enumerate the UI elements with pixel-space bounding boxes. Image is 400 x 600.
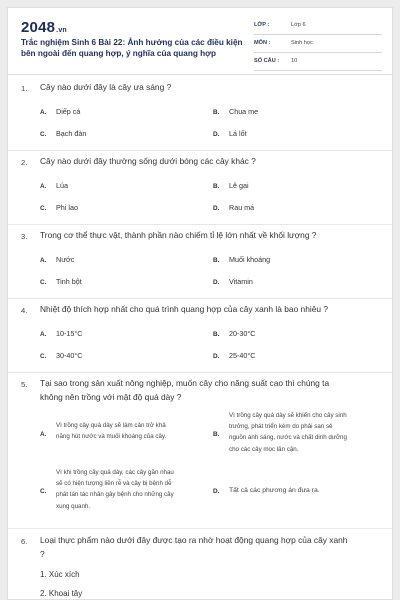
question-number: 5. bbox=[21, 380, 28, 389]
worksheet-header bbox=[8, 8, 393, 74]
option-c[interactable]: C. Bạch đàn bbox=[40, 129, 87, 138]
option-b[interactable]: B. Muối khoáng bbox=[213, 255, 271, 264]
question-text: Nhiệt độ thích hợp nhất cho quá trình quang hợp của cây xanh là bao nhiêu ? bbox=[40, 304, 329, 314]
question-text-line-1: Loại thực phẩm nào dưới đây được tạo ra nhờ hoạt động quang hợp của cây xanh bbox=[40, 535, 348, 545]
question-number: 1. bbox=[21, 84, 28, 93]
list-item: 2. Khoai tây bbox=[40, 589, 83, 598]
option-a[interactable]: A. Lúa bbox=[40, 181, 68, 190]
option-d[interactable]: D. Vitamin bbox=[213, 277, 253, 286]
meta-count-label: SỐ CÂU : bbox=[254, 58, 280, 64]
question-number: 4. bbox=[21, 306, 28, 315]
option-a[interactable]: A. Diếp cá bbox=[40, 107, 81, 116]
question-divider bbox=[8, 224, 393, 225]
question-text-line-1: Tại sao trong sản xuất nông nghiệp, muốn cây cho năng suất cao thì chúng ta bbox=[40, 378, 330, 388]
question-number: 6. bbox=[21, 537, 28, 546]
question-divider bbox=[8, 528, 393, 529]
site-logo[interactable]: 2048.vn bbox=[21, 19, 67, 36]
option-d[interactable]: D. Lá lốt bbox=[213, 129, 247, 138]
meta-class-label: LỚP : bbox=[254, 22, 270, 28]
option-c[interactable]: C. Phi lao bbox=[40, 203, 78, 212]
option-d[interactable]: D. 25-40°C bbox=[213, 351, 256, 360]
question-divider bbox=[8, 372, 393, 373]
option-a[interactable]: A. 10-15°C bbox=[40, 329, 83, 338]
meta-class bbox=[254, 19, 382, 35]
meta-count-value: 10 bbox=[291, 58, 298, 64]
option-d[interactable]: D. Rau má bbox=[213, 203, 255, 212]
question-text: Cây nào dưới đây là cây ưa sáng ? bbox=[40, 82, 172, 92]
option-b[interactable]: B. Lê gai bbox=[213, 181, 249, 190]
question-divider bbox=[8, 298, 393, 299]
list-item: 1. Xúc xích bbox=[40, 570, 80, 579]
header-divider bbox=[8, 74, 393, 75]
question-text-line-2: ? bbox=[40, 549, 45, 559]
meta-subject-value: Sinh học bbox=[291, 40, 313, 46]
question-number: 3. bbox=[21, 232, 28, 241]
meta-subject bbox=[254, 37, 382, 53]
worksheet-page: 2048.vn Trắc nghiệm Sinh 6 Bài 22: Ảnh hưởng của các điều kiện bên ngoài đến quang hợp, ý nghĩa của quang hợp LỚP : Lớp 6 MÔN : Sinh học SỐ CÂU : 10 1. Cây nào dưới đây là cây ưa sáng ? A. Diếp cá B. Chua me C. Bạch đàn D. Lá lốt 2. Cây nào dưới đây thường sống dưới bóng các cây khác ? A. Lúa B. Lê gai C. Phi lao D. Rau má 3. Trong cơ thể thực vật, thành phần nào chiếm tỉ lệ lớn nhất về khối lượng ? A. Nước B. Muối khoáng C. Tinh bột D. Vitamin 4. Nhiệt độ thích hợp nhất cho quá trình quang hợp của cây xanh là bao nhiêu ? A. 10-15°C B. 20-30°C C. 30-40°C D. 25-40°C 5. Tại sao trong sản xuất nông nghiệp, muốn cây cho năng suất cao thì chúng ta không nên trồng với mật độ quá dày ? A. Vì trồng cây quá dày sẽ làm cản trở khả năng hút nước và muối khoáng của cây. B. Vì trồng cây quá dày sẽ khiến cho cây sinh trưởng, phát triển kém do phải san sẻ nguồn ánh sáng, nước và chất dinh dưỡng cho các cây mọc lân cận. C. Vì khi trồng cây quá dày, các cây gần nhau sẽ có hiện tượng liền rễ và cây bị bệnh dễ phát tán tác nhân gây bệnh cho những cây xung quanh. D. Tất cả các phương án đưa ra. 6. Loại thực phẩm nào dưới đây được tạo ra nhờ hoạt động quang hợp của cây xanh ? 1. Xúc xích 2. Khoai tây bbox=[7, 7, 393, 600]
meta-count bbox=[254, 55, 382, 71]
question-text: Trong cơ thể thực vật, thành phần nào chiếm tỉ lệ lớn nhất về khối lượng ? bbox=[40, 230, 317, 240]
question-text-line-2: không nên trồng với mật độ quá dày ? bbox=[40, 392, 182, 402]
option-a[interactable]: A. Nước bbox=[40, 255, 75, 264]
worksheet-meta bbox=[254, 19, 382, 71]
question-divider bbox=[8, 150, 393, 151]
option-c[interactable]: C. 30-40°C bbox=[40, 351, 83, 360]
option-c[interactable]: C. Tinh bột bbox=[40, 277, 82, 286]
meta-subject-label: MÔN : bbox=[254, 40, 271, 46]
option-b[interactable]: B. 20-30°C bbox=[213, 329, 256, 338]
question-number: 2. bbox=[21, 158, 28, 167]
question-text: Cây nào dưới đây thường sống dưới bóng các cây khác ? bbox=[40, 156, 256, 166]
meta-class-value: Lớp 6 bbox=[291, 22, 306, 28]
option-b[interactable]: B. Chua me bbox=[213, 107, 259, 116]
worksheet-title: Trắc nghiệm Sinh 6 Bài 22: Ảnh hưởng của các điều kiện bên ngoài đến quang hợp, ý nghĩa của quang hợp bbox=[21, 38, 243, 58]
